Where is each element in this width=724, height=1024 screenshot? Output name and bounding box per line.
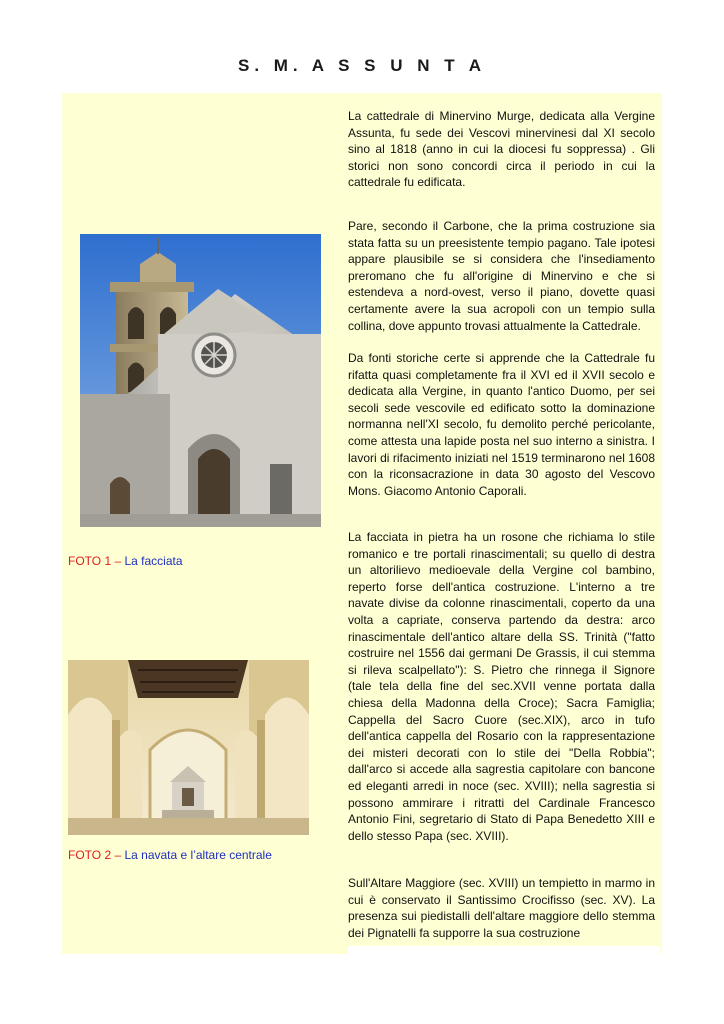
page-title: S. M. A S S U N T A — [237, 56, 486, 75]
caption-text: La facciata — [124, 554, 183, 568]
paragraph-history: Da fonti storiche certe si apprende che la Cattedrale fu rifatta quasi completamente fra il XVI ed il XVII secolo e dedicata alla Vergine, in quanto l'antico Duomo, per sei secoli sede vescovile ed edificato sotto la dominazione normanna nell'XI secolo, fu demolito perché pericolante, come attesta una lapide posta nel suo interno a sinistra. I lavori di rifacimento iniziati nel 1519 terminarono nel 1608 con la riconsacrazione in data 30 agosto del Vescovo Mons. Giacomo Antonio Caporali. — [348, 351, 655, 498]
paragraph-intro: La cattedrale di Minervino Murge, dedicata alla Vergine Assunta, fu sede dei Vescovi minervinesi dal XI secolo sino al 1818 (anno in cui la diocesi fu soppressa) . Gli storici non sono concordi circa il periodo in cui la cattedrale fu edificata. — [348, 109, 655, 190]
paragraph-altar: Sull'Altare Maggiore (sec. XVIII) un tempietto in marmo in cui è conservato il Santissimo Crocifisso (sec. XV). La presenza sui piedistalli dell'altare maggiore dello stemma dei Pignatelli fa supporre la sua costruzione — [348, 876, 655, 940]
photo-nave — [68, 660, 309, 835]
caption-prefix: FOTO 1 – — [68, 554, 125, 568]
caption-prefix: FOTO 2 – — [68, 848, 125, 862]
caption-text: La navata e l’altare centrale — [124, 848, 272, 862]
paragraph-origins: Pare, secondo il Carbone, che la prima costruzione sia stata fatta su un preesistente tempio pagano. Tale ipotesi appare plausibile se si considera che l'insediamento preromano che fu all'origine di Minervino e che si estendeva a nord-ovest, verso il piano, dovette quasi certamente avere la sua acropoli con un tempio sulla collina, dove appunto trovasi attualmente la Cattedrale. — [348, 219, 655, 333]
caption-foto-1 — [68, 554, 183, 568]
photo-facade — [80, 234, 321, 527]
panel-bottom-strip — [348, 946, 660, 956]
caption-foto-2 — [68, 848, 272, 862]
paragraph-description: La facciata in pietra ha un rosone che richiama lo stile romanico e tre portali rinascimentali; su quello di destra un altorilievo medioevale della Vergine col bambino, reperto forse dell'antica costruzione. L'interno a tre navate divise da colonne rinascimentali, coperto da una volta a capriate, conserva partendo da destra: arco rinascimentale dell'antico altare della SS. Trinità ("fatto costruire nel 1556 dai germani De Grassis, il cui stemma si rileva scalpellato"): S. Pietro che rinnega il Signore (tale tela della fine del sec.XVII venne portata dalla chiesa della Madonna della Croce); Sacra Famiglia; Cappella del Sacro Cuore (sec.XIX), arco in tufo dell'antica cappella del Rosario con la rappresentazione dei misteri decorati con lo stile dei "Della Robbia"; dall'arco si accede alla sagrestia capitolare con bancone ed eleganti arredi in noce (sec. XVIII); nella sagrestia si possono ammirare i ritratti del Cardinale Francesco Antonio Fini, segretario di Stato di Papa Benedetto XIII e dello stesso Papa (sec. XVIII). — [348, 530, 655, 843]
